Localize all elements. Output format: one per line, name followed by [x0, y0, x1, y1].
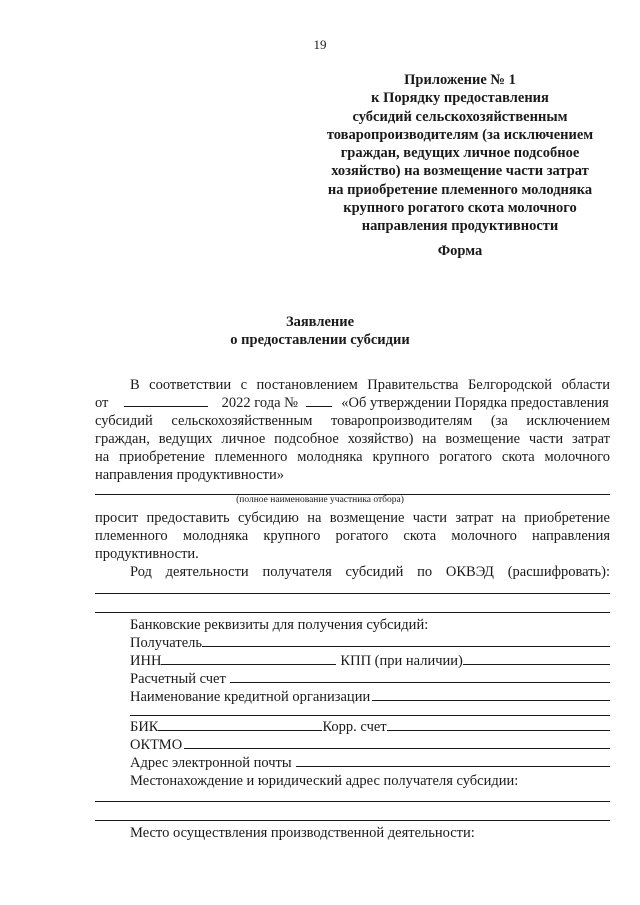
appendix-line: направления продуктивности [361, 218, 559, 235]
bank-name-row [130, 688, 610, 706]
address-field-line-1[interactable] [95, 801, 610, 802]
kpp-field[interactable] [463, 652, 610, 665]
decree-title-start: «Об утверждении Порядка предоставления [341, 395, 609, 411]
address-label: Местонахождение и юридический адрес получателя субсидии: [130, 773, 519, 789]
appendix-header [300, 71, 620, 236]
inn-label: ИНН [130, 653, 162, 669]
body-line-2 [95, 394, 610, 412]
body-line-5: на приобретение племенного молодняка крупного рогатого скота молочного [95, 449, 610, 465]
oktmo-label: ОКТМО [130, 737, 183, 753]
inn-field[interactable] [161, 652, 336, 665]
corr-account-field[interactable] [387, 718, 610, 731]
production-place-label: Место осуществления производственной деятельности: [130, 825, 475, 841]
appendix-line: граждан, ведущих личное подсобное [340, 145, 580, 162]
body-line-6: направления продуктивности» [95, 467, 285, 483]
appendix-line: крупного рогатого скота молочного [343, 200, 577, 217]
decree-number-field[interactable] [306, 394, 332, 407]
email-row [130, 754, 610, 772]
email-label: Адрес электронной почты [130, 755, 292, 771]
form-label: Форма [437, 243, 483, 259]
appendix-line: Приложение № 1 [404, 72, 516, 88]
page-number: 19 [313, 37, 327, 52]
title-line-2: о предоставлении субсидии [230, 332, 410, 348]
appendix-line: товаропроизводителям (за исключением [326, 126, 594, 143]
account-field[interactable] [230, 670, 610, 683]
oktmo-row [130, 736, 610, 754]
bik-label: БИК [130, 719, 159, 735]
body-line-7: просит предоставить субсидию на возмещение части затрат на приобретение [95, 510, 610, 526]
body-line-8: племенного молодняка крупного рогатого скота молочного направления [95, 528, 610, 544]
bik-corr-row [130, 718, 610, 736]
bank-name-field[interactable] [372, 688, 610, 701]
account-row [130, 670, 610, 688]
body-line-9: продуктивности. [95, 546, 199, 562]
bank-details-heading: Банковские реквизиты для получения субсидий: [130, 617, 429, 633]
body-line-1: В соответствии с постановлением Правительства Белгородской области [130, 377, 610, 393]
recipient-label: Получатель [130, 635, 202, 651]
recipient-row [130, 634, 610, 652]
okved-field-line-1[interactable] [95, 593, 610, 594]
body-line-4: граждан, ведущих личное подсобное хозяйство) на возмещение части затрат [95, 431, 610, 447]
document-title [0, 313, 640, 349]
from-label: от [95, 395, 109, 411]
decree-date-field[interactable] [124, 394, 208, 407]
year-label: 2022 года № [221, 395, 298, 411]
corr-account-label: Корр. счет [322, 719, 387, 735]
appendix-line: к Порядку предоставления [371, 90, 549, 107]
bank-name-label: Наименование кредитной организации [130, 689, 371, 705]
oktmo-field[interactable] [184, 736, 610, 749]
title-line-1: Заявление [285, 314, 355, 330]
email-field[interactable] [296, 754, 610, 767]
address-field-line-2[interactable] [95, 820, 610, 821]
kpp-label: КПП (при наличии) [340, 653, 463, 669]
appendix-line: на приобретение племенного молодняка [327, 181, 593, 198]
inn-kpp-row [130, 652, 610, 670]
okved-field-line-2[interactable] [95, 612, 610, 613]
appendix-line: хозяйство) на возмещение части затрат [331, 163, 589, 180]
appendix-line: субсидий сельскохозяйственным [352, 108, 568, 125]
bik-field[interactable] [158, 718, 322, 731]
body-line-3: субсидий сельскохозяйственным товаропроизводителям (за исключением [95, 413, 610, 429]
participant-name-caption: (полное наименование участника отбора) [236, 495, 404, 505]
account-label: Расчетный счет [130, 671, 226, 687]
recipient-field[interactable] [202, 634, 610, 647]
bank-name-field-line-2[interactable] [130, 715, 610, 716]
body-line-10: Род деятельности получателя субсидий по ОКВЭД (расшифровать): [130, 564, 610, 580]
